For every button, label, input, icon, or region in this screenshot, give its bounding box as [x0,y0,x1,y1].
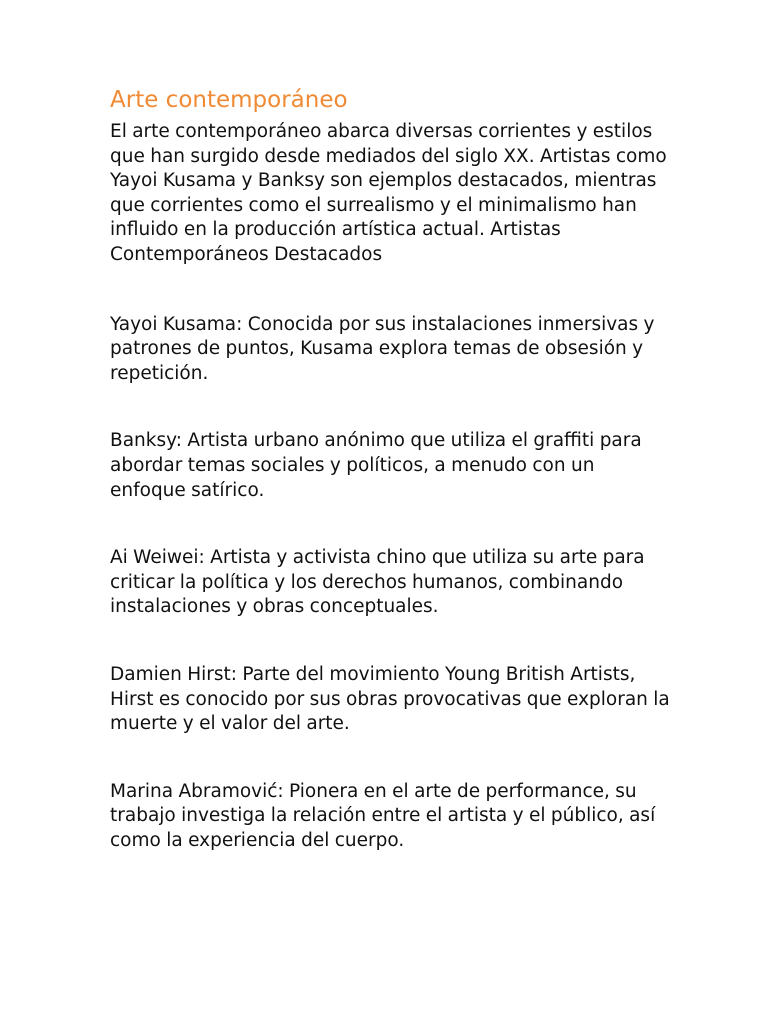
artist-paragraph-weiwei: Ai Weiwei: Artista y activista chino que utiliza su arte para criticar la política y los derechos humanos, combinando instalaciones y obras conceptuales. [110,547,645,618]
artist-paragraph-hirst: Damien Hirst: Parte del movimiento Young British Artists, Hirst es conocido por sus obras provocativas que exploran la muerte y el valor del arte. [110,663,670,735]
artist-paragraph-banksy: Banksy: Artista urbano anónimo que utiliza el graffiti para abordar temas sociales y políticos, a menudo con un enfoque satírico. [110,430,642,501]
artist-paragraph-kusama: Yayoi Kusama: Conocida por sus instalaciones inmersivas y patrones de puntos, Kusama explora temas de obsesión y repetición. [110,313,655,384]
intro-paragraph: El arte contemporáneo abarca diversas corrientes y estilos que han surgido desde mediados del siglo XX. Artistas como Yayoi Kusama y Banksy son ejemplos destacados, mientras que corrientes como el surrealismo y el minimalismo han influido en la producción artística actual. Artistas Contemporáneos Destacados [110,121,667,265]
artist-paragraph-abramovic: Marina Abramović: Pionera en el arte de performance, su trabajo investiga la relación entre el artista y el público, así como la experiencia del cuerpo. [110,780,656,851]
document-page [110,84,670,896]
document-title: Arte contemporáneo [110,87,348,113]
